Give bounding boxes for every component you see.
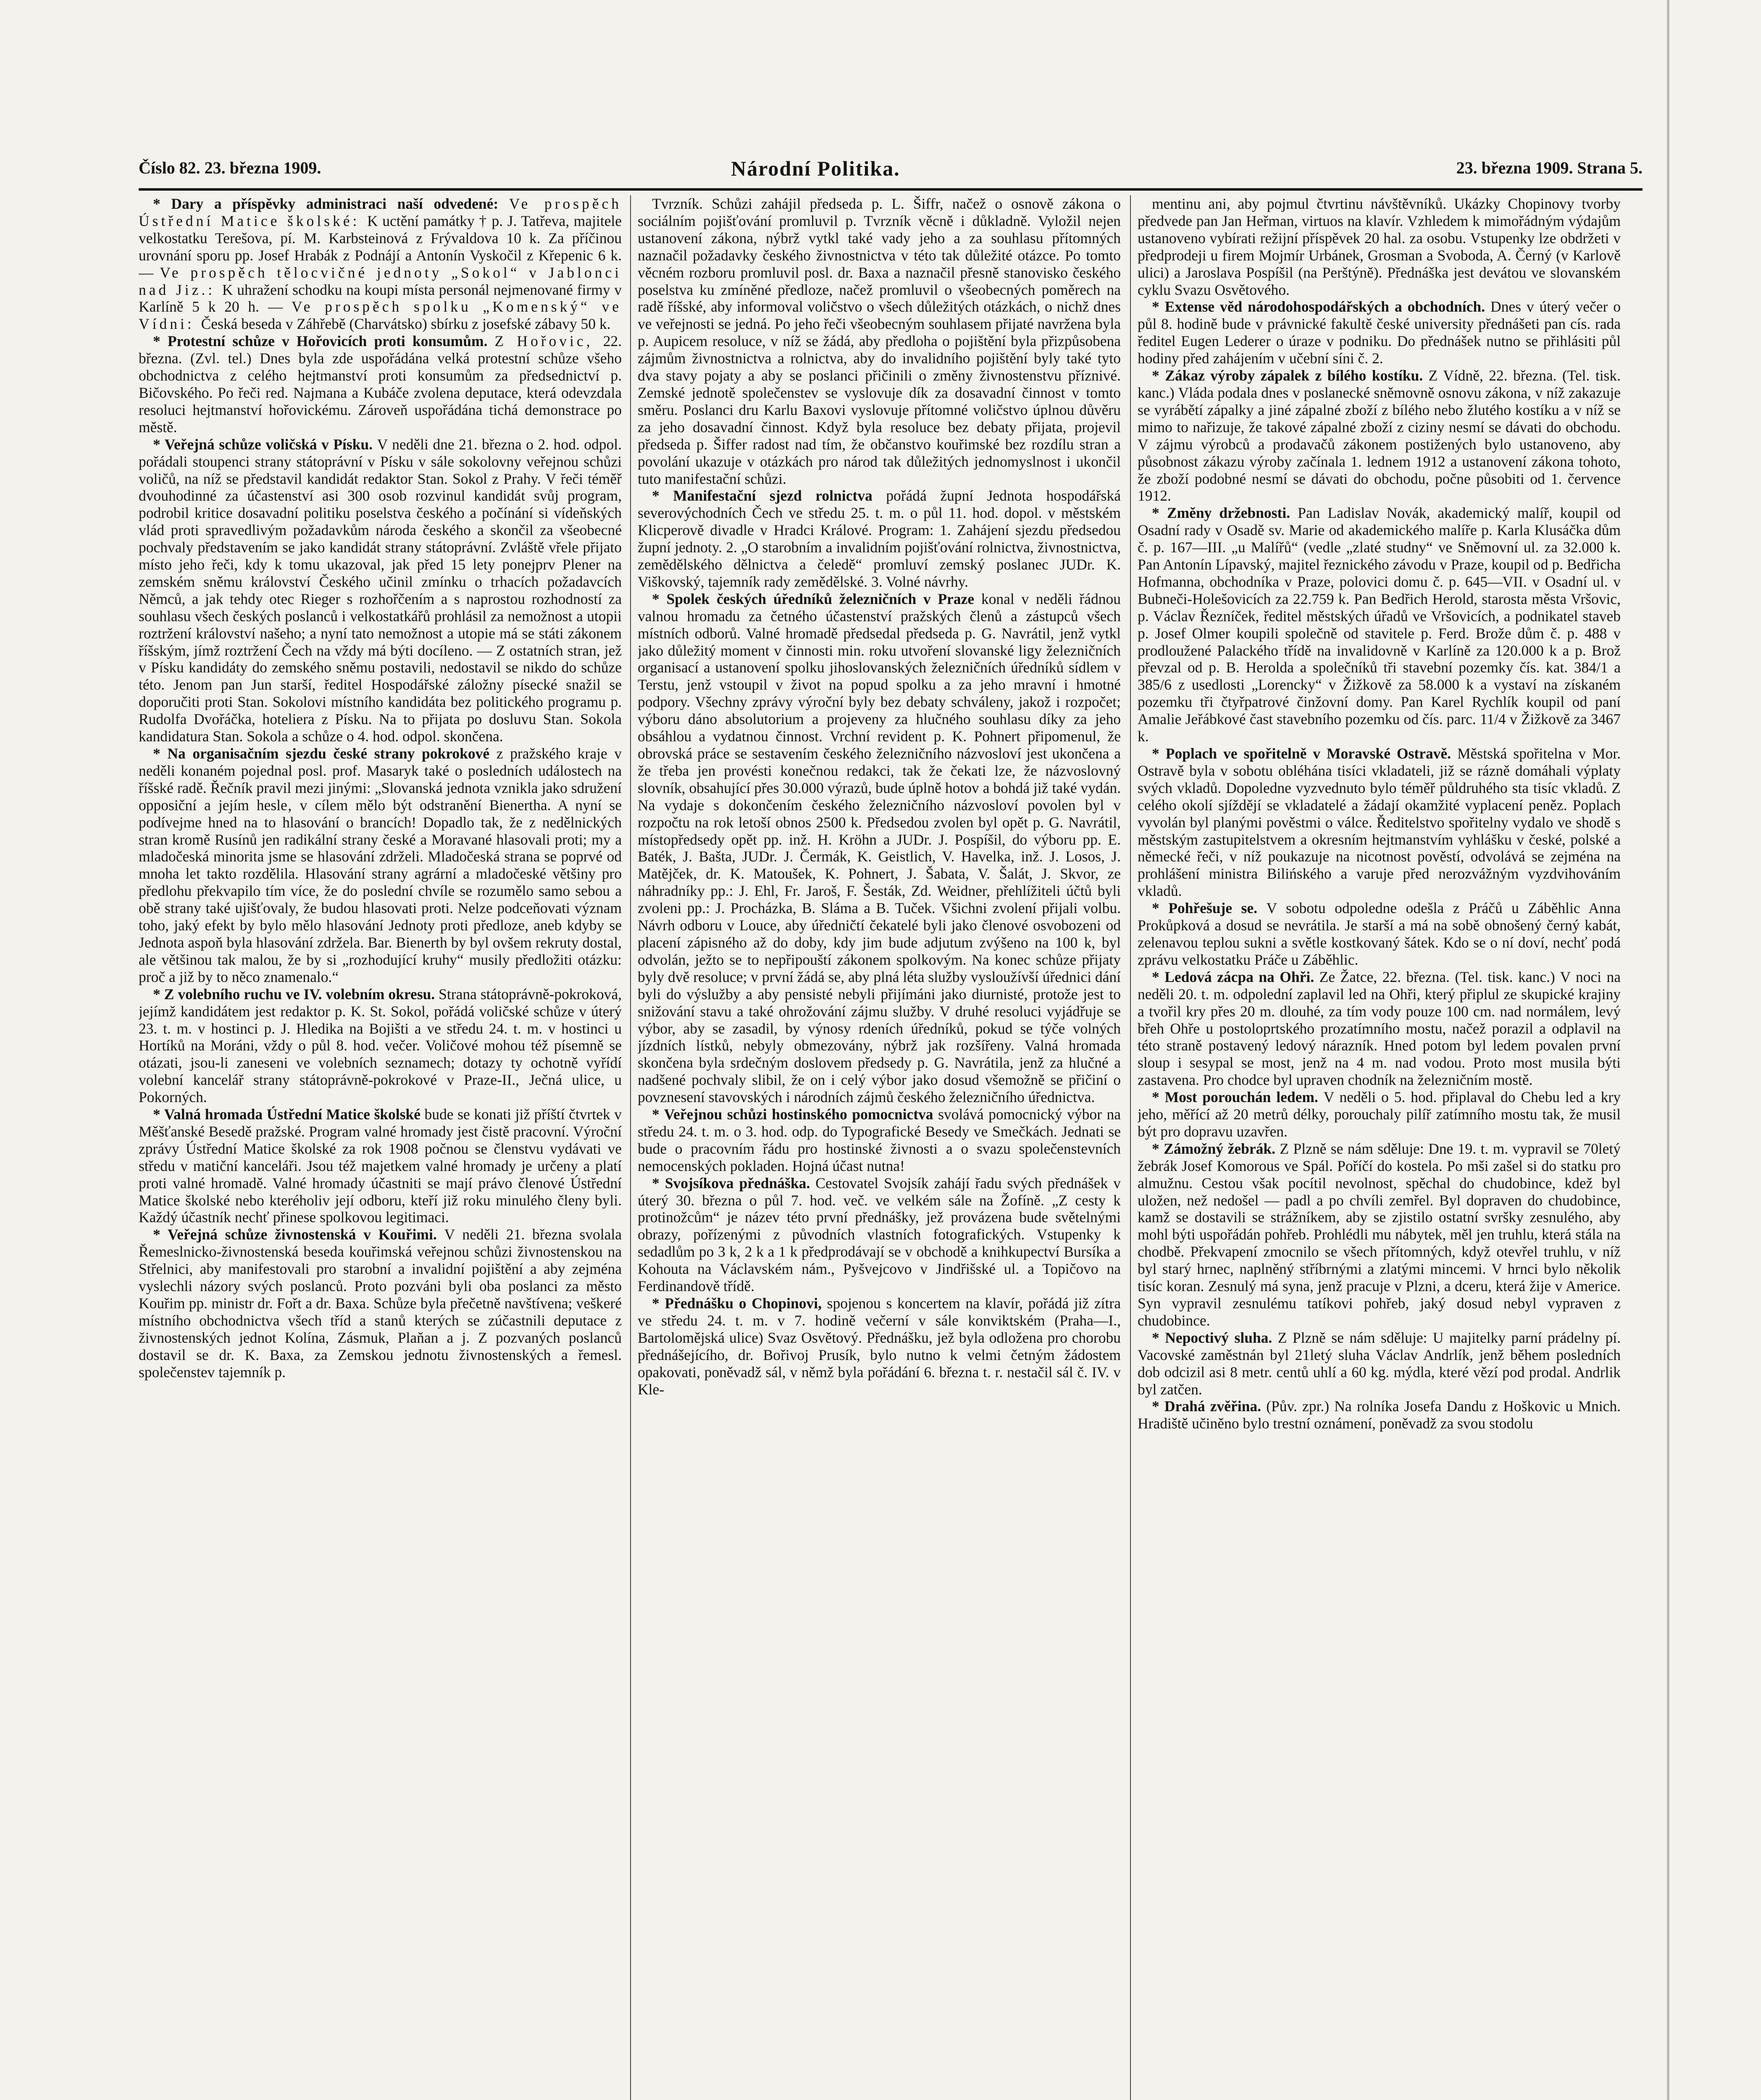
article-paragraph [1138,969,1621,1089]
article-text: V neděli 21. března svolala Řemeslnicko-živnostenská beseda kouřimská veřejnou schůzi živnostenskou na Střelnici, aby manifestovali pro starobní a invalidní pojištění a aby zejména vyslechli názory svých poslanců. Proto pozváni byli oba poslanci za město Kouřim pp. ministr dr. Fořt a dr. Baxa. Schůze byla přečetně navštívena; veškeré místního obchodnictva všech tříd a stanů kterých se zúčastnili deputace z živnostenských jednot Kolína, Zásmuk, Plaňan a j. Z pozvaných poslanců dostavil se dr. K. Baxa, za Zemskou jednotu živnostenských a řemesl. společenstev tajemník p. [139,1226,622,1381]
article-heading: * Veřejná schůze živnostenská v Kouřimi. [153,1226,444,1243]
article-heading: * Spolek českých úředníků železničních v Praze [652,590,981,607]
article-paragraph [1138,1140,1621,1329]
article-text: konal v neděli řádnou valnou hromadu za četného účastenství pražských členů a zástupců všech místních odborů. Valné hromadě předsedal předseda p. G. Navrátil, jenž vytkl jako důležitý moment v činnosti min. roku utvoření slovanské ligy železničních organisací a ustanovení spolku jihoslovanských železničních úředníků sídlem v Terstu, jenž vstoupil v život na popud spolku a za jeho mravní i hmotné podpory. Všechny zprávy výroční byly bez debaty schváleny, jakož i rozpočet; výboru dáno absolutorium a projeveny za hlučného souhlasu díky za jeho obsáhlou a vydatnou činnost. Vrchní revident p. K. Pohnert připomenul, že obrovská práce se sestavením českého železničního názvosloví jest ukončena a že třeba jen provésti konečnou redakci, tak že čekati lze, že názvoslovný slovník, obsahující přes 30.000 výrazů, bude úplně hotov a bohdá již také vydán. Na vydaje s dokončením českého železničního názvosloví povolen byl v rozpočtu na rok letoší obnos 2500 k. Předsedou zvolen byl opět p. G. Navrátil, místopředsedy opět pp. inž. H. Kröhn a JUDr. J. Pospíšil, do výboru pp. E. Baték, J. Bašta, JUDr. J. Čermák, K. Geistlich, V. Havelka, inž. J. Losos, J. Matějček, dr. K. Matoušek, K. Pohnert, J. Šabata, V. Šalát, J. Skvor, ze náhradníky pp.: J. Ehl, Fr. Jaroš, F. Šesták, Zd. Weidner, přehlížiteli účtů byli zvoleni pp.: J. Procházka, B. Sláma a B. Tuček. Všichni zvolení přijali volbu. Návrh odboru v Louce, aby úředničtí čekatelé byli jako členové osvobozeni od placení zápisného až do doby, kdy jim bude adjutum zvýšeno na 100 k, byl odvolán, ježto se to nepřipouští zákonem spolkovým. Na konec schůze přijaty byly dvě resoluce; v první žádá se, aby plná léta služby vysloužívší úřednici dání byli do výslužby a aby pensisté nebyli přijímáni jako diurnisté, protože jest to snižování stavu a také ohrožování zájmu služby. V druhé resoluci vyjádřuje se výbor, aby se zasadil, by výnosy rdeních úředníků, pokud se týče volných jízdních lístků, nebyly obmezovány, nýbrž jak rozšířeny. Valná hromada skončena byla srdečným doslovem předsedy p. G. Navrátila, jenž za hlučné a nadšené pochvaly slibil, že on i celý výbor jako dosud všemožně se přičiní o povznesení stavovských i národních zájmů českého železničního úřednictva. [638,590,1121,1106]
article-heading: * Svojsíkova přednáška. [652,1174,816,1192]
article-text: Pan Ladislav Novák, akademický malíř, koupil od Osadní rady v Osadě sv. Marie od akademického malíře p. Karla Klusáčka dům č. p. 167—III. „u Malířů“ (vedle „zlaté studny“ ve Sněmovní ul. za 32.000 k. Pan Antonín Lípavský, majitel řeznického závodu v Praze, koupil od p. Bedřicha Hofmanna, obchodníka v Praze, polovici domu č. p. 645—VII. v Osadní ul. v Bubneči-Holešovicích za 22.759 k. Pan Bedřich Herold, starosta města Vršovic, p. Václav Řezníček, ředitel městských úřadů ve Vršovicích, a podnikatel staveb p. Josef Olmer koupili společně od stavitele p. Ferd. Brože dům č. p. 488 v prodloužené Palackého třídě na invalidovně v Karlíně za 120.000 k a p. Brož převzal od p. B. Herolda a společníků tři stavební pozemky čís. kat. 384/1 a 385/6 z usedlosti „Lorencky“ v Žižkově za 58.000 k a vystaví na získaném pozemku tři čtyřpatrové činžovní domy. Pan Karel Rychlík koupil od paní Amalie Jeřábkové čast stavebního pozemku od čís. parc. 11/4 v Žižkově za 3467 k. [1138,504,1621,745]
date-page-number: 23. března 1909. Strana 5. [1456,158,1643,177]
article-heading: * Změny držebnosti. [1152,504,1298,522]
article-text: mentinu ani, aby pojmul čtvrtinu návštěvníků. Ukázky Chopinovy tvorby předvede pan Jan Heřman, virtuos na klavír. Vzhledem k mimořádným výdajům ustanoveno vybírati režijní příspěvek 20 hal. za osobu. Vstupenky lze obdržeti v předprodeji u firem Mojmír Urbánek, Grosman a Svoboda, A. Černý (v Karlově ulici) a Jaroslava Pospíšil (na Perštýně). Přednáška jest devátou ve slovanském cyklu Svazu Osvětového. [1138,195,1621,298]
article-paragraph [1138,1089,1621,1140]
article-text: Česká beseda v Záhřebě (Charvátsko) sbírku z josefské zábavy 50 k. [201,315,611,333]
article-paragraph [1138,1398,1621,1432]
article-heading: * Z volebního ruchu ve IV. volebním okresu. [153,985,439,1003]
article-text: pořádá župní Jednota hospodářská severovýchodních Čech ve středu 25. t. m. o půl 11. hod. dopol. v městském Klicperově divadle v Hradci Králové. Program: 1. Zahájení sjezdu předsedou župní jednoty. 2. „O starobním a invalidním pojišťování rolnictva, živnostnictva, zemědělského dělnictva a čeledě“ promluví zemský poslanec JUDr. K. Viškovský, tajemník rady zemědělské. 3. Volné návrhy. [638,487,1121,590]
article-text: z pražského kraje v neděli konaném pojednal posl. prof. Masaryk také o posledních událostech na říšské radě. Řečník pravil mezi jinými: „Slovanská jednota vznikla jako sdružení opposiční a jejím hesle‚ v cílem mělo být odstranění Bienertha. A nyní se podívejme hned na to hlasování o brancích! Dopadlo tak, že z nedělnických stran kromě Rusínů jen radikální strany české a Moravané hlasovali proti; my a mladočeská minorita jsme se hlasování zdrželi. Mladočeská strana se poprvé od mnoha let takto rozdělila. Hlasování strany agrární a mladočeské většiny pro předlohu překvapilo tím více, že do poslední chvíle se rozumělo samo sebou a obě strany také ujišťovaly, že budou hlasovati proti. Nelze podceňovati význam toho, jaký efekt by bylo mělo hlasování Jednoty proti předloze, aneb kdyby se Jednota aspoň byla hlasování zdržela. Bar. Bienerth by byl ovšem rekruty dostal, ale většinou tak malou, že by si „rozhodující kruhy“ musily předložiti otázku: proč a již by to něco znamenalo.“ [139,745,622,985]
article-text: V neděli dne 21. března o 2. hod. odpol. pořádali stoupenci strany státoprávní v Písku v sále sokolovny veřejnou schůzi voličů, na níž se představil kandidát redaktor Stan. Sokol z Prahy. V řeči téměř dvouhodinné za účastenství asi 300 osob rozvinul kandidát svůj program, podrobil kritice dosavadní politiku poselstva českého a počínání si vídeňských vlád proti spravedlivým požadavkům národa českého a skončil za všeobecné pochvaly představením se jako kandidát strany státoprávní. Zvláště vřele přijato místo jeho řeči, kdy k tomu ukazoval, jak před 15 lety ponejprv Plener na zemském sněmu království Českého učinil zmínku o trhacích požadavcích Němců, a jak tehdy otec Rieger s rozhořčením a s naprostou rozhodností za souhlasu všech českých poslanců i velkostatkářů prohlásil za nemožnost a utopii roztržení království našeho; a nyní tato nemožnost a utopie má se státi zákonem říšským, jímž roztržení Čech na vždy má býti docíleno. — Z ostatních stran, jež v Písku kandidáty do zemského sněmu postavili, nedostavil se nikdo do schůze této. Jenom pan Jun starší, ředitel Hospodářské záložny písecké snažil se doporučiti proti Stan. Sokolovi místního kandidáta bez politického programu p. Rudolfa Dvořáčka, hoteliera z Písku. Na to přijata po dosluvu Stan. Sokola kandidatura Stan. Sokola a schůze o 4. hod. odpol. skončena. [139,436,622,745]
article-paragraph [139,986,622,1106]
page-header [139,156,1643,186]
article-text: K uhražení schodku na koupi místa personál nejmenované firmy v Karlíně 5 k 20 h. — [139,281,622,315]
article-text: K uctění památky † p. J. Tatřeva, majitele velkostatku Terešova, pí. M. Karbsteinová z Frývaldova 10 k. Za příčinou urovnání sporu pp. Josef Hrabák z Podnájí a Antonín Vyskočil z Křepenic 6 k. — [139,212,622,281]
article-heading: * Valná hromada Ústřední Matice školské [153,1106,425,1123]
article-paragraph [1138,195,1621,298]
article-text: Tvrzník. Schůzi zahájil předseda p. L. Šiffr, načež o osnově zákona o sociálním pojišťování promluvil p. Tvrzník věcně i důkladně. Vyložil nejen ustanovení zákona, nýbrž vytkl také vady jeho a za souhlasu přítomných naznačil požadavky českého živnostnictva v této tak důležité otázce. Po tomto věcném rozboru promluvil posl. dr. Baxa a naznačil přesně stanovisko českého poselstva ku zmíněné předloze, načež promluvil o všeobecných poměrech na radě říšské, aby informoval voličstvo o všech důležitých otázkách, o nichž dnes ve veřejnosti se jedná. Po jeho řeči všeobecným souhlasem přijaté navržena byla p. Aupicem resoluce, v níž se žádá, aby předloha o pojištění byla přizpůsobena zájmům živnostnictva a rolnictva, aby do invalidního pojištění byly také tyto dva stavy pojaty a aby se poslanci přičinili o změny živnostenstvu příznivé. Zemské jednotě společenstev se vyslovuje dík za dosavadní činnost v tomto směru. Poslanci dru Karlu Baxovi vyslovuje přítomné voličstvo úplnou důvěru za jeho dosavadní činnost. Když byla resoluce bez debaty přijata, projevil předseda p. Šiffer radost nad tím, že občanstvo kouřimské bez rozdílu stran a povolání ukazuje v otázkách pro národ tak důležitých jednomyslnost i ukončil tuto manifestační schůzi. [638,195,1121,487]
article-text: bude se konati již příští čtvrtek v Měšťanské Besedě pražské. Program valné hromady jest čistě pracovní. Výroční zprávy Ústřední Matice školské za rok 1908 počnou se členstvu vydávati ve středu v matiční kanceláři. Jsou též majetkem valné hromady je určeny a platí proti valné hromadě. Valné hromady účastniti se mají právo členové Ústřední Matice školské nebo kteréholiv její odboru, kteří již roku minulého členy byli. Každý účastník nechť přinese spolkovou legitimaci. [139,1106,622,1226]
article-heading: * Protestní schůze v Hořovicích proti konsumům. [153,333,495,350]
article-paragraph [1138,1329,1621,1398]
article-paragraph [139,745,622,986]
article-text: Ve prospěch Ústřední Matice školské: [139,195,622,229]
article-paragraph [1138,298,1621,367]
article-paragraph [139,195,622,333]
issue-number-date: Číslo 82. 23. března 1909. [139,158,321,177]
article-heading: * Ledová zácpa na Ohři. [1152,968,1319,985]
article-heading: * Most porouchán ledem. [1152,1089,1324,1106]
column-3 [1138,195,1621,2100]
article-text: Z Hořovic, [494,333,603,350]
article-text: Cestovatel Svojsík zahájí řadu svých přednášek v úterý 30. března o půl 7. hod. več. ve velkém sále na Žofíně. „Z cesty k protinožcům“ je název této první přednášky, jež provázena bude světelnými obrazy, pořízenými z původních vlastních fotografických. Vstupenky k sedadlům po 3 k, 2 k a 1 k předprodávají se v obchodě a knihkupectví Bursíka a Kohouta na Václavském nám., Pyšvejcovo v Jindřišské ul. a Topičovo na Ferdinandově třídě. [638,1174,1121,1295]
article-text: V neděli o 5. hod. připlaval do Chebu led a kry jeho, měřící až 20 metrů délky, porouchaly pilíř zatímního mostu tak, že musil být pro dopravu uzavřen. [1138,1089,1621,1140]
masthead-title: Národní Politika. [731,157,900,180]
article-paragraph [638,1175,1121,1295]
article-text: Městská spořitelna v Mor. Ostravě byla v sobotu obléhána tisíci vkladateli, již se rázně domáhali výplaty svých vkladů. Dopoledne vyzvednuto bylo téměř půldruhého sta tisíc vkladů. Z celého okolí sjíždějí se vkladatelé a žádají okamžité vyplacení peněz. Poplach vyvolán byl planými pověstmi o válce. Ředitelstvo spořitelny vydalo ve shodě s městským zastupitelstvem a okresním hejtmanstvím vyhlášku v české, polské a německé řeči, v níž poukazuje na nicotnost pověstí, odvolává se zejména na prohlášení ministra Bilińského a varuje před nerozvážným vyzdvihováním vkladů. [1138,745,1621,900]
article-heading: * Nepoctivý sluha. [1152,1329,1278,1346]
article-paragraph [638,1295,1121,1398]
article-text: Z Vídně, 22. března. (Tel. tisk. kanc.) Vláda podala dnes v poslanecké sněmovně osnovu zákona, v níž zakazuje se vyrábětí zápalky a jiné zápalné zboží z bílého nebo žlutého kostíku a v níž se mimo to nařizuje, že takové zápalné zboží z ciziny nesmí se dávati do obchodu. V zájmu výrobců a prodavačů zákonem postižených bylo ustanoveno, aby působnost zákazu výroby začínala 1. lednem 1912 a ustanovení zákona tohoto, že zboží podobné nesmí se dávati do obchodu, počne působiti od 1. července 1912. [1138,367,1621,504]
article-text: Ve prospěch spolku „Komenský“ ve Vídni: [139,298,622,333]
article-text: Z Plzně se nám sděluje: Dne 19. t. m. vypravil se 70letý žebrák Josef Komorous ve Spál. Poříčí do kostela. Po mši zašel si do statku pro almužnu. Cestou však pocítil nevolnost, spěchal do chudobince, kdež byl uložen, než nedošel — padl a po chvíli zemřel. Byl dopraven do chudobince, kamž se dostavili se strážníkem, aby se zjistilo ostatní svršky zesnulého, aby mohl býti uspořádán pohřeb. Prohlédli mu nábytek, měl jen truhlu, která stála na chodbě. Překvapení zmocnilo se všech přítomných, když otevřel truhlu, v níž byl starý hrnec, naplněný stříbrnými a zlatými mincemi. V hrnci bylo několik tisíc koran. Zesnulý má syna, jenž pracuje v Plzni, a dceru, která žije v Americe. Syn vypravil zesnulému tatíkovi pohřeb, jaký dosud nebyl vypraven z chudobince. [1138,1140,1621,1329]
article-heading: * Veřejnou schůzi hostinského pomocnictva [652,1106,938,1123]
article-text: Dnes v úterý večer o půl 8. hodině bude v právnické fakultě české university přednášeti pan cís. rada ředitel Eugen Lederer o úraze v podniku. Do přednášek nutno se přihlásiti půl hodiny před zahájením v učební síni č. 2. [1138,298,1621,367]
article-heading: * Zákaz výroby zápalek z bílého kostíku. [1152,367,1429,384]
article-text: Strana státoprávně-pokroková, jejímž kandidátem jest redaktor p. K. St. Sokol, pořádá voličské schůze v úterý 23. t. m. v hostinci p. J. Hledika na Bojišti a ve středu 24. t. m. v hostinci u Hortíků na Moráni, vždy o půl 8. hod. večer. Voličové mohou též písemně se otázati, jsou-li zaneseni ve volebních seznamech; dotazy ty ochotně vyřídí volební kancelář strany státoprávně-pokrokové v Praze-II., Ječná ulice, u Pokorných. [139,985,622,1106]
article-paragraph [638,195,1121,487]
article-paragraph [1138,900,1621,969]
article-heading: * Extense věd národohospodářských a obchodních. [1152,298,1490,315]
article-heading: * Poplach ve spořitelně v Moravské Ostravě. [1152,745,1457,762]
article-paragraph [1138,745,1621,900]
article-heading: * Veřejná schůze voličská v Písku. [153,436,377,453]
column-1 [139,195,622,2100]
article-paragraph [139,1106,622,1226]
article-heading: * Pohřešuje se. [1152,900,1267,917]
article-paragraph [139,1226,622,1381]
article-paragraph [638,1106,1121,1175]
article-heading: * Dary a příspěvky administraci naší odvedené: [153,195,509,212]
article-paragraph [638,591,1121,1106]
article-text: svolává pomocnický výbor na středu 24. t. m. o 3. hod. odp. do Typografické Besedy ve Smečkách. Jednati se bude o pracovním řádu pro hostinské živnosti a o svazu společenstevních nemocenských pokladen. Hojná účast nutna! [638,1106,1121,1174]
header-rule [139,188,1643,191]
article-paragraph [1138,367,1621,504]
scan-edge [1667,0,1669,2100]
column-separator [1130,195,1131,2100]
article-paragraph [139,333,622,436]
article-text: Ze Žatce, 22. března. (Tel. tisk. kanc.) V noci na neděli 20. t. m. odpolední zaplavil led na Ohři, který připlul ze skupické krajiny a tvořil kry přes 20 m. dlouhé, za tím vody pouze 100 cm. nad normálem, levý břeh Ohře u postoloprtského prozatímního mostu, načež porazil a odplavil na této straně postavený ledový nárazník. Hned potom byl ledem povalen první sloup i sesypal se most, jenž na 4 m. nad vodou. Proto most musila býti zastavena. Pro chodce byl upraven chodník na železničním mostě. [1138,968,1621,1089]
article-heading: * Zámožný žebrák. [1152,1140,1280,1157]
article-paragraph [1138,504,1621,745]
article-heading: * Přednášku o Chopinovi, [652,1295,827,1312]
column-2 [638,195,1121,2100]
column-separator [630,195,631,2100]
article-heading: * Na organisačním sjezdu české strany pokrokové [153,745,497,762]
article-text: 22. března. (Zvl. tel.) Dnes byla zde uspořádána velká protestní schůze všeho obchodnictva z celého hejtmanství proti konsumům za předsednictví p. Bičovského. Po řeči red. Najmana a Kubáče zvolena deputace, která odevzdala resoluci hejtmanství hořovickému. Zároveň uspořádána tichá demonstrace po městě. [139,333,622,436]
article-text: spojenou s koncertem na klavír, pořádá již zítra ve středu 24. t. m. v 7. hodině večerní v sále konviktském (Praha—I., Bartolomějská ulice) Svaz Osvětový. Přednášku, jež byla odložena pro chorobu přednášejícího, dr. Bořivoj Prusík, bylo nutno k velmi četným žádostem opakovati, poněvadž sál, v němž byla pořádání 6. března t. r. nestačil sál č. IV. v Kle- [638,1295,1121,1398]
article-heading: * Drahá zvěřina. [1152,1398,1267,1415]
article-text: Ve prospěch tělocvičné jednoty „Sokol“ v Jablonci nad Jiz.: [139,264,622,298]
article-heading: * Manifestační sjezd rolnictva [652,487,886,504]
article-text: V sobotu odpoledne odešla z Práčů u Záběhlic Anna Prokůpková a dosud se nevrátila. Je starší a má na sobě obnošený černý kabát, zelenavou teplou sukni a světle kostkovaný šátek. Kdo se o ní doví, nechť podá zprávu velkostatku Práče u Záběhlic. [1138,900,1621,968]
article-paragraph [638,487,1121,590]
article-text: Z Plzně se nám sděluje: U majitelky parní prádelny pí. Vacovské zaměstnán byl 21letý sluha Václav Andrlík, jenž během posledních dob odcizil asi 8 metr. centů uhlí a 60 kg. mýdla, které vězí pod prodal. Andrlik byl zatčen. [1138,1329,1621,1398]
article-paragraph [139,436,622,745]
article-text: (Pův. zpr.) Na rolníka Josefa Dandu z Hoškovic u Mnich. Hradiště učiněno bylo trestní oznámení, poněvadž za svou stodolu [1138,1398,1621,1432]
